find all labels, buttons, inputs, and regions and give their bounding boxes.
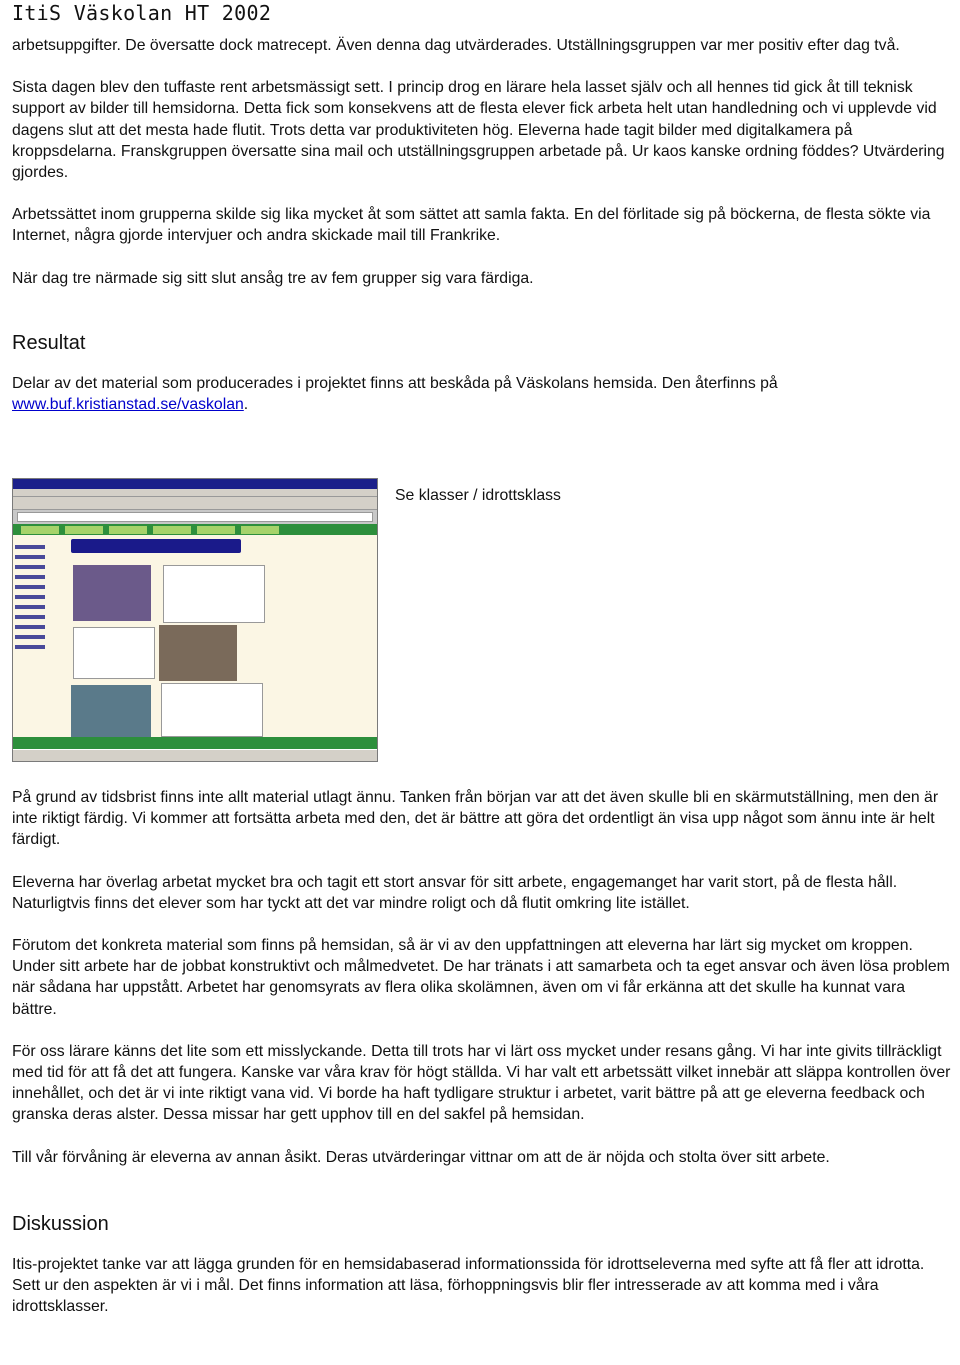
document-page: [12, 0, 952, 1316]
browser-titlebar: [13, 479, 377, 489]
browser-menubar: [13, 489, 377, 497]
site-text-box: [163, 565, 265, 623]
section-heading-resultat: Resultat: [12, 331, 86, 354]
site-text-box: [73, 627, 155, 679]
after-figure-paragraph-3: Förutom det konkreta material som finns på hemsidan, så är vi av den uppfattningen att eleverna har lärt sig mycket om kroppen. Under sitt arbete har de jobbat konstruktivt och målmedvetet. De har tränats i att samarbeta och ta eget ansvar och även lösa problem när sådana har uppstått. Arbetet har genomsyrats av flera olika skolämnen, även om vi får erkänna att det skulle ha kunnat vara bättre.: [12, 937, 950, 1018]
intro-paragraph-1: arbetsuppgifter. De översatte dock matrecept. Även denna dag utvärderades. Utställningsgruppen var mer positiv efter dag två.: [12, 37, 900, 54]
website-screenshot-image: [12, 478, 378, 762]
figure-caption: Se klasser / idrottsklass: [395, 487, 561, 504]
section-heading-diskussion: Diskussion: [12, 1212, 109, 1235]
browser-address-bar: [17, 512, 373, 522]
intro-paragraph-2: Sista dagen blev den tuffaste rent arbetsmässigt sett. I princip drog en lärare hela lasset själv och all hennes tid gick åt till teknisk support av bilder till hemsidorna. Detta fick som konsekvens att de flesta elever fick arbeta helt utan handledning och vi upplevde vid dagens slut att det mesta hade flutit. Trots detta var produktiviteten hög. Eleverna hade tagit bilder med digitalkamera på kroppsdelarna. Franskgruppen översatte sina mail och utställningsgruppen arbetade på. Ur kaos kanske ordning föddes? Utvärdering gjordes.: [12, 79, 945, 182]
windows-taskbar: [13, 749, 377, 762]
site-text-box: [161, 683, 263, 737]
site-bottom-strip: [13, 737, 377, 749]
site-heading-graphic: [71, 539, 241, 553]
intro-paragraph-4: När dag tre närmade sig sitt slut ansåg tre av fem grupper sig vara färdiga.: [12, 269, 534, 287]
vaskolan-website-link[interactable]: www.buf.kristianstad.se/vaskolan: [12, 396, 244, 414]
after-figure-paragraph-1: På grund av tidsbrist finns inte allt material utlagt ännu. Tanken från början var att det även skulle bli en skärmutställning, men den är inte riktigt färdig. Vi kommer att fortsätta arbeta med den, det är bättre att göra det ordentligt än visa upp något som ännu inte är helt färdigt.: [12, 789, 939, 849]
site-left-menu: [15, 539, 57, 655]
site-photo: [159, 625, 237, 681]
site-photo: [73, 565, 151, 621]
after-figure-paragraph-5: Till vår förvåning är eleverna av annan åsikt. Deras utvärderingar vittnar om att de är nöjda och stolta över sitt arbete.: [12, 1148, 830, 1166]
after-figure-paragraph-2: Eleverna har överlag arbetat mycket bra och tagit ett stort ansvar för sitt arbete, engagemanget har varit stort, på de flesta håll. Naturligtvis finns det elever som har tyckt att det var mindre roligt och då flutit omkring lite istället.: [12, 873, 898, 912]
resultat-text: Delar av det material som producerades i projektet finns att beskåda på Väskolans hemsida. Den återfinns på: [12, 374, 778, 392]
document-header-title: ItiS Väskolan HT 2002: [12, 1, 272, 25]
site-content: [13, 535, 377, 739]
browser-toolbar: [13, 497, 377, 510]
lower-section: [12, 787, 952, 1317]
intro-paragraph-3: Arbetssättet inom grupperna skilde sig lika mycket åt som sättet att samla fakta. En del förlitade sig på böckerna, de flesta sökte via Internet, några gjorde intervjuer och andra skickade mail till Frankrike.: [12, 206, 931, 245]
resultat-text-end: .: [243, 396, 249, 414]
resultat-paragraph: [12, 373, 952, 415]
diskussion-paragraph: Itis-projektet tanke var att lägga grunden för en hemsidabaserad informationssida för idrottseleverna med syfte att få fler att idrotta. Sett ur den aspekten är vi i mål. Det finns information att läsa, förhoppningsvis blir fler intresserade av att komma med i våra idrottsklasser.: [12, 1255, 925, 1316]
after-figure-paragraph-4: För oss lärare känns det lite som ett misslyckande. Detta till trots har vi lärt oss mycket under resans gång. Vi har inte givits tillräckligt med tid för att få det att fungera. Kanske var våra krav för högt ställda. Vi har valt ett arbetssätt vilket innebär att släppa kontrollen över innehållet, och det är vi inte riktigt vana vid. Vi borde ha haft tydligare struktur i arbetet, varit bättre på att ge eleverna feedback och granska deras alster. Dessa missar har gett upphov till en del sakfel på hemsidan.: [12, 1042, 951, 1124]
site-photo: [71, 685, 151, 737]
